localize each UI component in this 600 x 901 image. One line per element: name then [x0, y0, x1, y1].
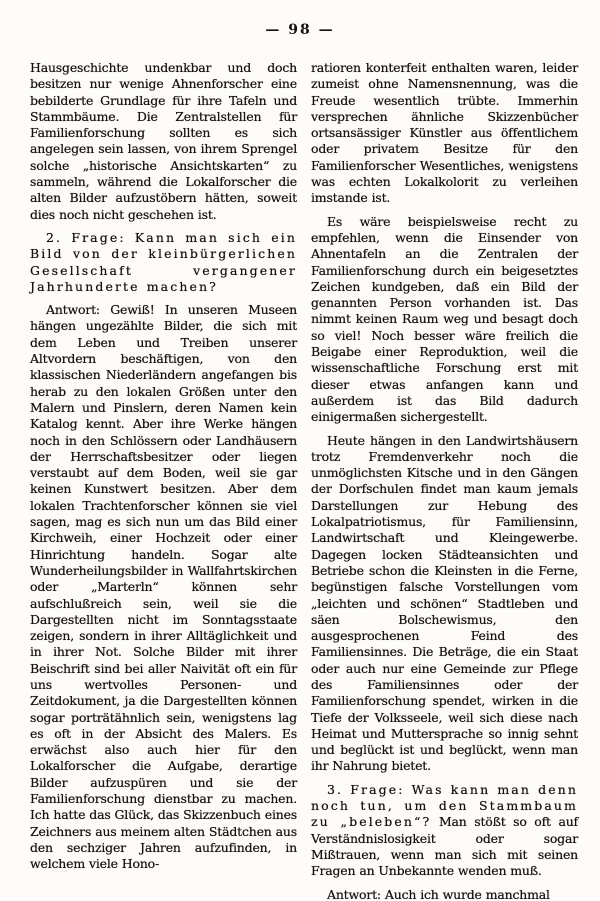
answer-paragraph-3: Antwort: Auch ich wurde manchmal	[327, 886, 550, 901]
question-rest-text: Man stößt so oft auf Verständnislosigkeit oder sogar Mißtrauen, wenn man sich mit seinen Fragen an Unbekannte wenden muß.	[311, 814, 578, 879]
left-column	[30, 60, 297, 901]
paragraph-continuation: Hausgeschichte undenkbar und doch besitzen nur wenige Ahnenforscher eine bebilderte Grundlage für ihre Tafeln und Stammbäume. Die Zentralstellen für Familienforschung sollten es sich angelegen sein lassen, von ihrem Sprengel solche „historische Ansichtskarten“ zu sammeln, während die Lokalforscher die alten Bilder aufzustöbern hätten, soweit dies noch nicht geschehen ist.	[30, 60, 297, 222]
paragraph: Es wäre beispielsweise recht zu empfehlen, wenn die Einsender von Ahnentafeln an die Zentralen der Familienforschung durch ein beigesetztes Zeichen kundgeben, daß ein Bild der genannten Person vorhanden ist. Das nimmt keinen Raum weg und besagt doch so viel! Noch besser wäre freilich die Beigabe einer Reproduktion, weil die wissenschaftliche Forschung erst mit dieser etwas anfangen kann und außerdem ist das Bild dadurch einigermaßen sichergestellt.	[311, 213, 578, 425]
question-heading-2: 2. Frage: Kann man sich ein Bild von der kleinbürgerlichen Gesellschaft vergangener Jahrhunderte machen?	[30, 229, 297, 294]
question-heading-3: 3. Frage: Was kann man denn noch tun, um den Stammbaum zu „beleben“?	[311, 781, 578, 830]
right-column	[311, 60, 578, 901]
paragraph: Heute hängen in den Landwirtshäusern trotz Fremdenverkehr noch die unmöglichsten Kitsche und in den Gängen der Dorfschulen findet man kaum jemals Darstellungen zur Hebung des Lokalpatriotismus, für Familiensinn, Landwirtschaft und Kleingewerbe. Dagegen locken Städteansichten und Betriebe schon die Kleinsten in die Ferne, begünstigen falsche Vorstellungen vom „leichten und schönen“ Stadtleben und säen Bolschewismus, den ausgesprochenen Feind des Familiensinnes. Die Beträge, die ein Staat oder auch nur eine Gemeinde zur Pflege des Familiensinnes oder der Familienforschung spendet, wirken in die Tiefe der Volksseele, weil sich diese nach Heimat und Muttersprache so innig sehnt und beglückt ist und beglückt, wenn man ihr Nahrung bietet.	[311, 432, 578, 774]
question-paragraph-3	[311, 782, 578, 880]
page-number: — 98 —	[265, 22, 335, 38]
answer-paragraph-2: Antwort: Gewiß! In unseren Museen hängen ungezählte Bilder, die sich mit dem Leben und Treiben unserer Altvordern beschäftigen, von den klassischen Niederländern angefangen bis herab zu den lokalen Größen unter den Malern und Pinslern, deren Namen kein Katalog kennt. Aber ihre Werke hängen noch in den Schlössern oder Landhäusern der Herrschaftsbesitzer oder liegen verstaubt auf dem Boden, weil sie gar keinen Kunstwert besitzen. Aber dem lokalen Trachtenforscher können sie viel sagen, mag es sich nun um das Bild einer Kirchweih, einer Hochzeit oder einer Hinrichtung handeln. Sogar alte Wunderheilungsbilder in Wallfahrtskirchen oder „Marterln“ können sehr aufschlußreich sein, weil sie die Dargestellten nicht im Sonntagsstaate zeigen, sondern in ihrer Alltäglichkeit und in ihrer Not. Solche Bilder mit ihrer Beischrift sind bei aller Naivität oft ein für uns wertvolles Personen- und Zeitdokument, ja die Dargestellten können sogar porträtähnlich sein, wenigstens lag es oft in der Absicht des Malers. Es erwächst also auch hier für den Lokalforscher die Aufgabe, derartige Bilder aufzuspüren und sie der Familienforschung dienstbar zu machen. Ich hatte das Glück, das Skizzenbuch eines Zeichners aus meinem alten Städtchen aus den sechziger Jahren aufzufinden, in welchem viele Hono-	[30, 302, 298, 872]
paragraph-continuation: ratioren konterfeit enthalten waren, leider zumeist ohne Namensnennung, was die Freude wesentlich trübte. Immerhin versprechen ähnliche Skizzenbücher ortsansässiger Künstler aus öffentlichem oder privatem Besitze für den Familienforscher Wesentliches, wenigstens was echten Lokalkolorit zu verleihen imstande ist.	[311, 60, 578, 206]
text-columns	[30, 60, 578, 901]
